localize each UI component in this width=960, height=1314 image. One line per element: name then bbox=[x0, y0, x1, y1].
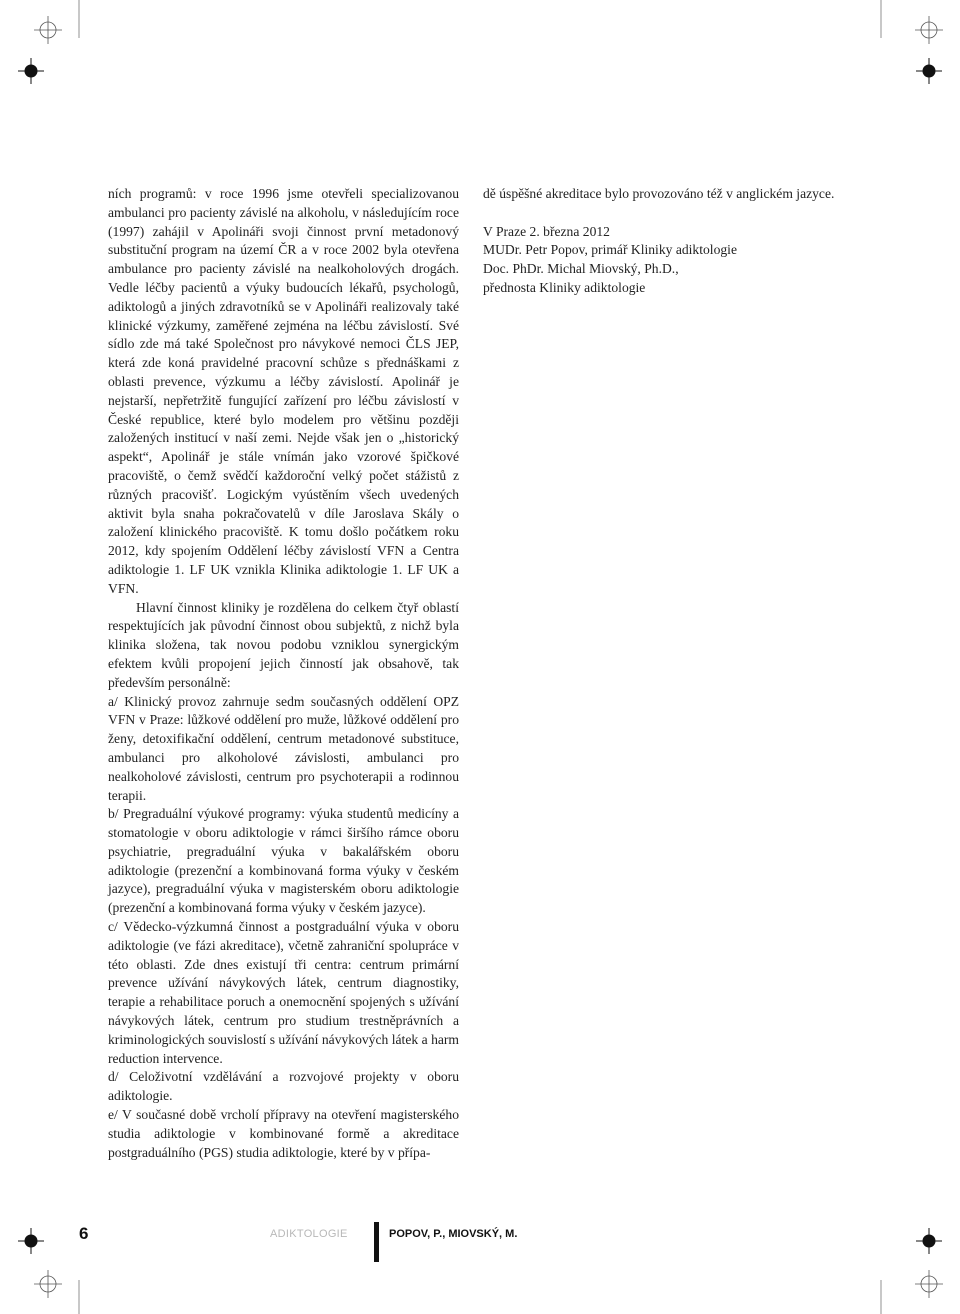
footer-authors: POPOV, P., MIOVSKÝ, M. bbox=[389, 1228, 518, 1240]
left-column bbox=[108, 185, 459, 1162]
registration-mark-top-right bbox=[916, 58, 942, 84]
crop-marks-top bbox=[0, 0, 960, 40]
page-number: 6 bbox=[79, 1224, 89, 1243]
registration-mark-top-left bbox=[18, 58, 44, 84]
page-footer bbox=[0, 1222, 960, 1262]
paragraph-item-c: c/ Vědecko-výzkumná činnost a postgraduální výuka v oboru adiktologie (ve fázi akreditace), včetně zahraniční spolupráce v této oblasti. Zde dnes existují tři centra: centrum primární prevence užívání návykových látek, centrum diagnostiky, terapie a rehabilitace poruch a onemocnění spojených s užívání návykových látek, centrum pro studium trestněprávních a kriminologických souvislostí s užívání návykových látek a harm reduction intervence. bbox=[108, 919, 459, 1066]
crop-marks-bottom bbox=[0, 1276, 960, 1314]
signature-line-1: MUDr. Petr Popov, primář Kliniky adiktologie bbox=[483, 242, 737, 258]
footer-divider bbox=[374, 1222, 379, 1262]
journal-name: ADIKTOLOGIE bbox=[270, 1228, 348, 1240]
paragraph-main-activities: Hlavní činnost kliniky je rozdělena do celkem čtyř oblastí respektujících jak původní činnost obou subjektů, z nichž byla klinika složena, tak novou podobu vzniklou synergickým efektem kvůli propojení jejich činností jak obsahově, tak především personálně: bbox=[108, 599, 459, 690]
right-column bbox=[483, 185, 843, 298]
signature-line-2: Doc. PhDr. Michal Miovský, Ph.D., bbox=[483, 261, 679, 277]
paragraph-intro: ních programů: v roce 1996 jsme otevřeli specializovanou ambulanci pro pacienty závislé na alkoholu, v následujícím roce (1997) zahájil v Apolináři svoji činnost první metadonový substituční program na území ČR a v roce 2002 byla otevřena ambulance pro pacienty závislé na nealkoholových drogách. Vedle léčby pacientů a výuky budoucích lékařů, psychologů, adiktologů a jiných zdravotníků se v Apolináři realizovaly také klinické výzkumy, zaměřené zejména na léčbu závislostí. Své sídlo zde má také Společnost pro návykové nemoci ČLS JEP, která zde koná pravidelné pracovní schůze s přednáškami z oblasti prevence, výzkumu a léčby závislostí. Apolinář je nejstarší, nepřetržitě fungující zařízení pro léčbu závislostí v České republice, které bylo modelem pro většinu později založených institucí v naší zemi. Nejde však jen o „historický aspekt“, Apolinář je stále vnímán jako vzorové špičkové pracoviště, o čemž svědčí každoroční velký počet stážistů z různých pracovišť. Logickým vyústěním všech uvedených aktivit byla snaha pokračovatelů v díle Jaroslava Skály o založení klinického pracoviště. K tomu došlo počátkem roku 2012, kdy spojením Oddělení léčby závislostí VFN a Centra adiktologie 1. LF UK vznikla Klinika adiktologie 1. LF UK a VFN. bbox=[108, 186, 459, 596]
paragraph-continuation: dě úspěšné akreditace bylo provozováno též v anglickém jazyce. bbox=[483, 186, 835, 201]
paragraph-item-d: d/ Celoživotní vzdělávání a rozvojové projekty v oboru adiktologie. bbox=[108, 1069, 459, 1104]
signature-line-3: přednosta Kliniky adiktologie bbox=[483, 279, 646, 295]
paragraph-item-b: b/ Pregraduální výukové programy: výuka studentů medicíny a stomatologie v oboru adiktologie v rámci širšího rámce oboru psychiatrie, pregraduální výuka v bakalářském oboru adiktologie (prezenční a kombinovaná forma výuky v českém jazyce), pregraduální výuka v magisterském oboru adiktologie (prezenční a kombinovaná forma výuky v českém jazyce). bbox=[108, 806, 459, 916]
date-line: V Praze 2. března 2012 bbox=[483, 223, 610, 239]
paragraph-item-a: a/ Klinický provoz zahrnuje sedm současných oddělení OPZ VFN v Praze: lůžkové oddělení pro muže, lůžkové oddělení pro ženy, detoxifikační oddělení, centrum metadonové substituce, ambulanci pro alkoholové závislosti, ambulanci pro nealkoholové závislosti, centrum pro psychoterapii a rodinnou terapii. bbox=[108, 693, 459, 803]
paragraph-item-e: e/ V současné době vrcholí přípravy na otevření magisterského studia adiktologie v kombinované formě a akreditace postgraduálního (PGS) studia adiktologie, které by v přípa- bbox=[108, 1107, 459, 1160]
